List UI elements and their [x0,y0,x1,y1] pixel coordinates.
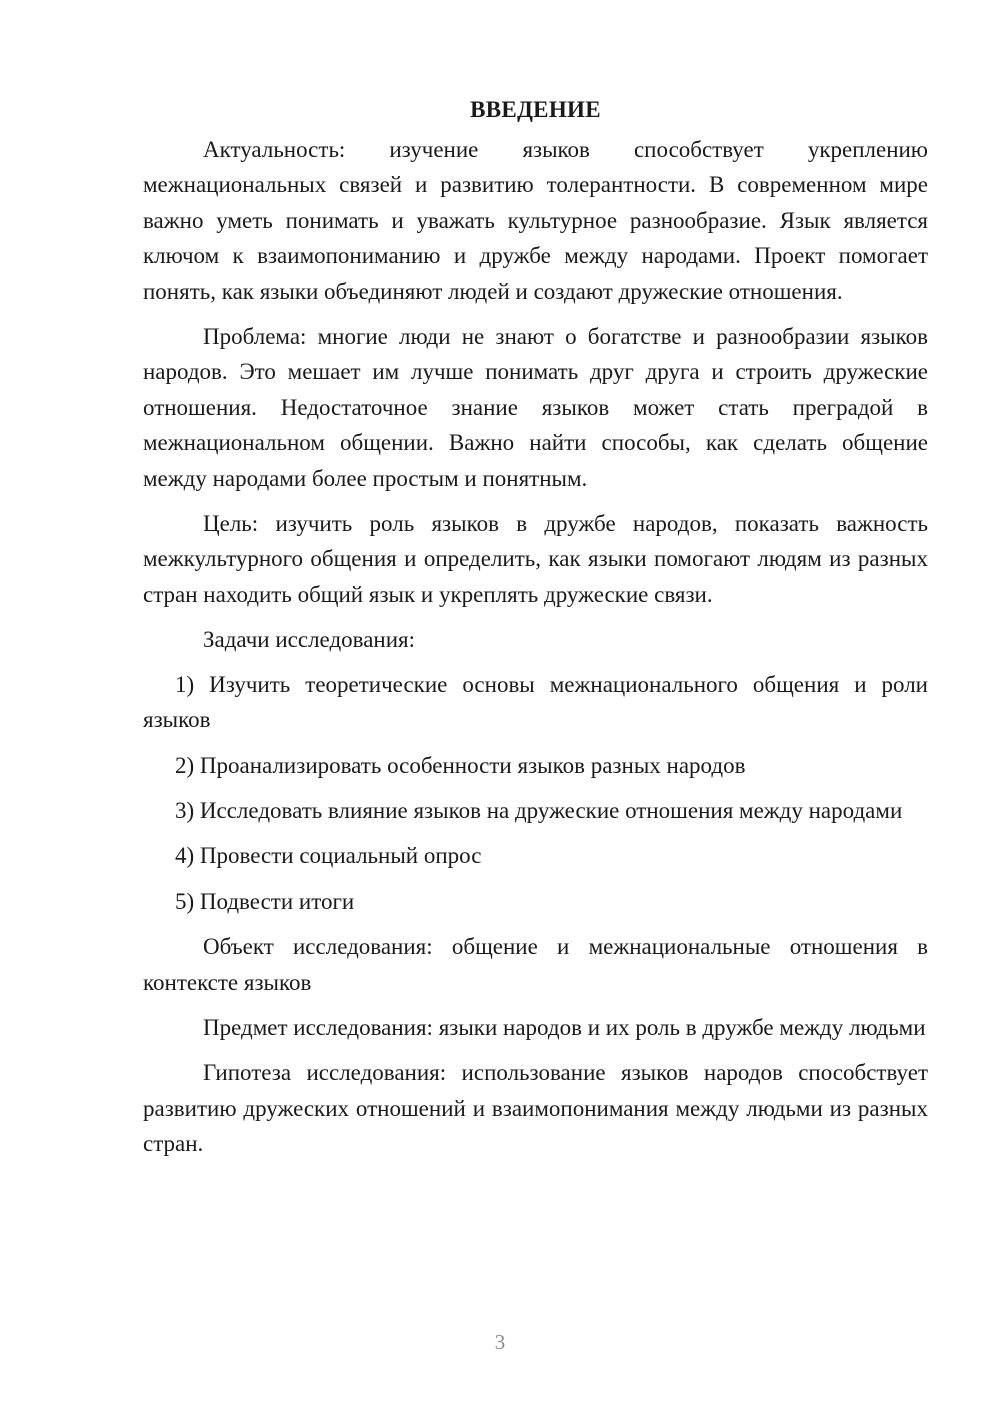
list-item: 5) Подвести итоги [175,888,355,914]
paragraph-relevance: Актуальность: изучение языков способствует укреплению межнациональных связей и развитию толерантности. В современном мире важно уметь понимать и уважать культурное разнообразие. Язык является ключом к взаимопониманию и дружбе между народами. Проект помогает понять, как языки объединяют людей и создают дружеские отношения. [143,137,928,304]
list-item: 1) Изучить теоретические основы межнационального общения и роли языков [143,671,928,733]
tasks-heading: Задачи исследования: [203,627,416,653]
page-title: ВВЕДЕНИЕ [470,97,601,122]
list-item: 4) Провести социальный опрос [175,843,482,869]
tasks-list [143,667,928,919]
paragraph-object: Объект исследования: общение и межнациональные отношения в контексте языков [143,934,928,995]
document-page [143,92,928,1172]
page-number: 3 [494,1330,506,1354]
paragraph-problem: Проблема: многие люди не знают о богатстве и разнообразии языков народов. Это мешает им лучше понимать друг друга и строить дружеские отношения. Недостаточное знание языков может стать преградой в межнациональном общении. Важно найти способы, как сделать общение между народами более простым и понятным. [143,324,928,491]
list-item: 3) Исследовать влияние языков на дружеские отношения между народами [175,797,903,823]
paragraph-goal: Цель: изучить роль языков в дружбе народов, показать важность межкультурного общения и определить, как языки помогают людям из разных стран находить общий язык и укреплять дружеские связи. [143,511,928,607]
list-item: 2) Проанализировать особенности языков разных народов [175,752,746,778]
paragraph-subject: Предмет исследования: языки народов и их роль в дружбе между людьми [203,1014,926,1040]
paragraph-hypothesis: Гипотеза исследования: использование языков народов способствует развитию дружеских отношений и взаимопонимания между людьми из разных стран. [143,1060,928,1157]
